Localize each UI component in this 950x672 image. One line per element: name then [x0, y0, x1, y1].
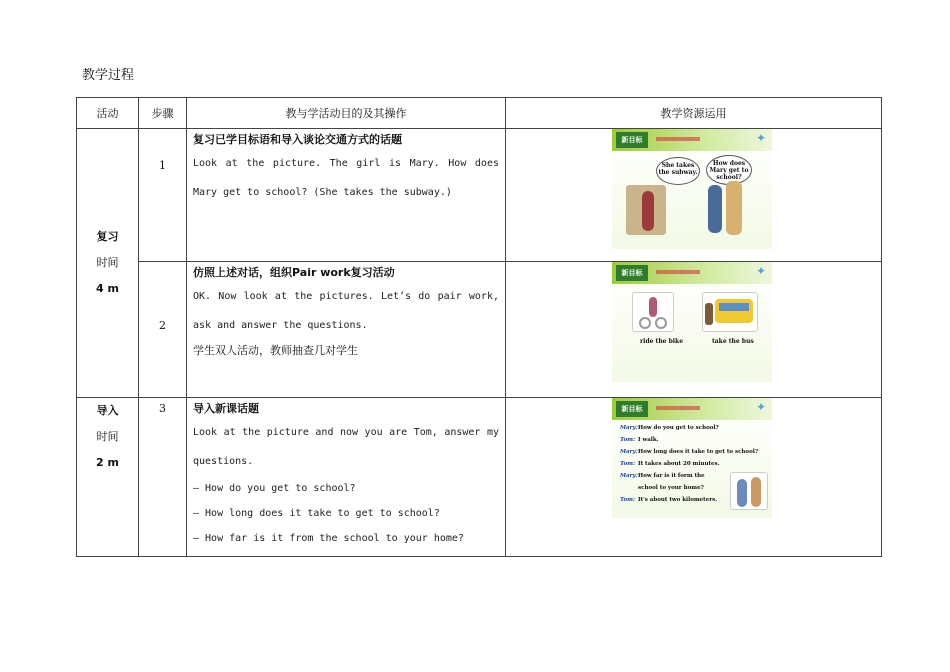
- resource-cell: [506, 129, 882, 262]
- step-number: 3: [139, 398, 187, 557]
- step-heading: 复习已学目标语和导入谈论交通方式的话题: [193, 133, 402, 146]
- header-content: 教与学活动目的及其操作: [187, 98, 506, 129]
- step-content: [187, 398, 506, 557]
- time-value: 4 m: [96, 282, 119, 295]
- table-header-row: [77, 98, 882, 129]
- step-heading: 导入新课话题: [193, 402, 259, 415]
- step-number: 1: [139, 129, 187, 262]
- step-text-line: — How do you get to school?: [193, 483, 356, 494]
- girl-figure: [642, 191, 654, 231]
- page-title: 教学过程: [82, 68, 135, 83]
- time-label: 时间: [96, 430, 119, 443]
- lesson-plan-table: [76, 97, 882, 557]
- step-text-line: ask and answer the questions.: [193, 320, 368, 331]
- star-icon: ✦: [755, 264, 766, 278]
- star-icon: ✦: [755, 131, 766, 145]
- step-text-line: — How long does it take to get to school?: [193, 508, 440, 519]
- header-activity: 活动: [77, 98, 139, 129]
- step-content: [187, 262, 506, 398]
- bus-illustration: [702, 292, 758, 332]
- step-note: 学生双人活动，教师抽查几对学生: [193, 344, 358, 357]
- step-number: 2: [139, 262, 187, 398]
- dialog-line: Tom: It's about two kilometers.: [620, 497, 718, 503]
- dialog-line: Mary:How long does it take to get to school?: [620, 449, 759, 455]
- step-text-line: — How far is it from the school to your home?: [193, 533, 464, 544]
- time-value: 2 m: [96, 456, 119, 469]
- dialog-line: Tom: I walk.: [620, 437, 659, 443]
- activity-name: 复习: [96, 230, 119, 243]
- header-resources: 教学资源运用: [506, 98, 882, 129]
- step-text-line: Look at the picture and now you are Tom, answer my: [193, 427, 499, 438]
- slide-caption: ride the bike: [640, 338, 684, 345]
- slide-image: [612, 262, 772, 382]
- step-heading: 仿照上述对话，组织Pair work复习活动: [193, 266, 395, 279]
- review-activity-cell: [77, 129, 139, 398]
- dialog-line: Tom: It takes about 20 minutes.: [620, 461, 720, 467]
- slide-logo: 新目标: [616, 265, 648, 281]
- step-text-line: OK. Now look at the pictures. Let’s do pair work,: [193, 291, 499, 302]
- dialog-line: Mary:How do you get to school?: [620, 425, 719, 431]
- activity-name: 导入: [96, 404, 119, 417]
- step-text-line: Mary get to school? (She takes the subway.): [193, 187, 452, 198]
- speech-bubble: How does Mary get to school?: [706, 155, 752, 185]
- time-label: 时间: [96, 256, 119, 269]
- dialog-line: school to your home?: [638, 485, 704, 491]
- dialog-line: Mary:How far is it form the: [620, 473, 705, 479]
- bike-illustration: [632, 292, 674, 332]
- table-row: [77, 262, 882, 398]
- step-text-line: Look at the picture. The girl is Mary. How does: [193, 158, 499, 169]
- resource-cell: [506, 398, 882, 557]
- step-content: [187, 129, 506, 262]
- slide-logo: 新目标: [616, 401, 648, 417]
- slide-image: [612, 398, 772, 518]
- man-figure: [726, 181, 742, 235]
- speech-bubble: She takes the subway.: [656, 157, 700, 185]
- intro-activity-cell: [77, 398, 139, 557]
- students-illustration: [730, 472, 768, 510]
- slide-caption: take the bus: [712, 338, 754, 345]
- slide-image: [612, 129, 772, 249]
- boy-figure: [708, 185, 722, 233]
- header-step: 步骤: [139, 98, 187, 129]
- table-row: [77, 129, 882, 262]
- table-row: [77, 398, 882, 557]
- step-text-line: questions.: [193, 456, 254, 467]
- slide-logo: 新目标: [616, 132, 648, 148]
- resource-cell: [506, 262, 882, 398]
- star-icon: ✦: [755, 400, 766, 414]
